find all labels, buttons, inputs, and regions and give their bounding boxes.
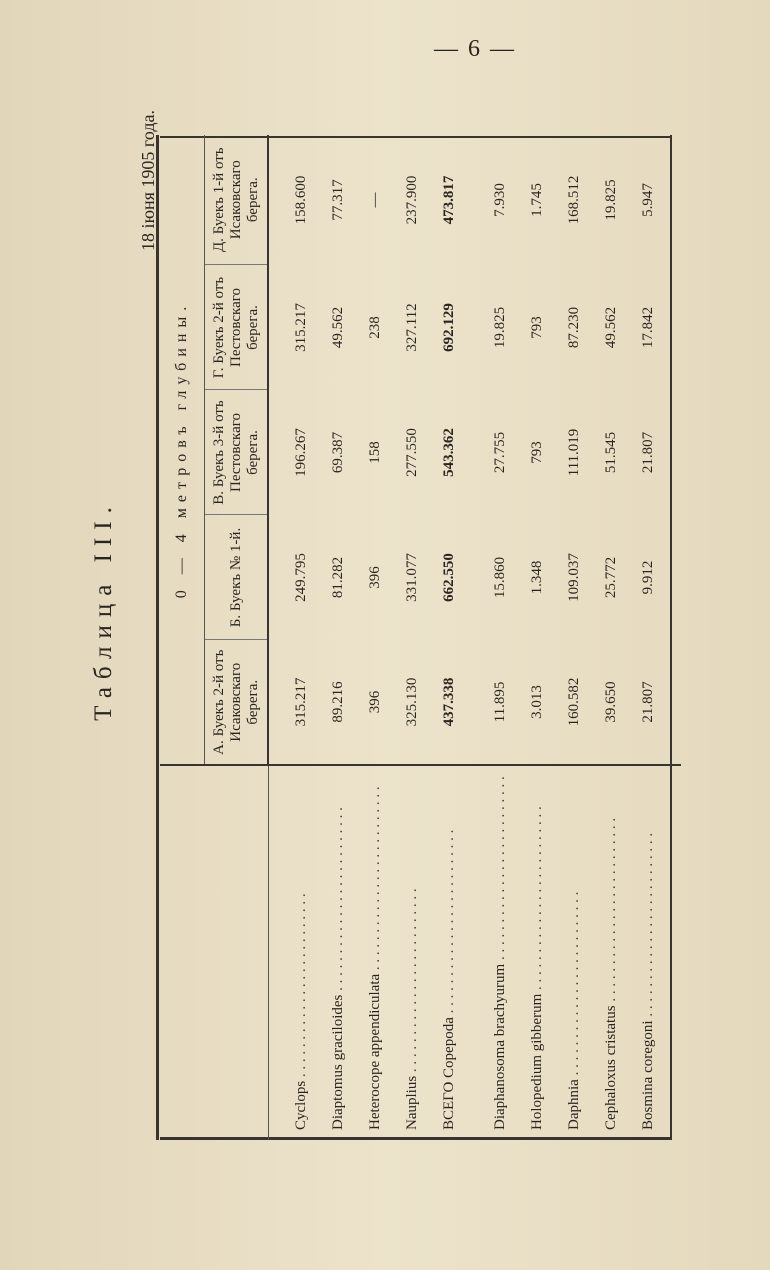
total-row	[431, 135, 468, 1140]
value-cell: 1.348	[529, 560, 545, 595]
value-cell: 109.037	[566, 553, 582, 602]
value-cell: 315.217	[293, 677, 309, 727]
value-cell: 111.019	[566, 428, 582, 477]
species-name: Daphnia . . . . . . . . . . . . . . . . . . . . . . . . .	[556, 765, 593, 1140]
species-name: ВСЕГО Copepoda . . . . . . . . . . . . . . . . . . . . . . . . .	[431, 765, 468, 1140]
leader-dots: . . . . . . . . . . . . . . . . . . . . . . . . .	[441, 829, 457, 1018]
page-number: — 6 —	[434, 36, 516, 62]
value-cell: 158.600	[293, 175, 309, 225]
species-name: Heterocope appendiculata . . . . . . . . . . . . . . . . . . . . . . . . .	[357, 765, 394, 1140]
value-cell: 327.112	[404, 303, 420, 352]
value-cell: 9.912	[640, 560, 656, 595]
rotated-table-sheet	[90, 110, 690, 1140]
value-cell: 158	[367, 441, 383, 464]
value-cell: 51.545	[603, 431, 619, 474]
table-row	[593, 135, 630, 1140]
plankton-table	[160, 135, 681, 1140]
species-name: Diaphanosoma brachyurum . . . . . . . . . . . . . . . . . . . . . . . . .	[482, 765, 519, 1140]
value-cell: 238	[367, 316, 383, 339]
table-title: Таблица III.	[90, 499, 117, 721]
column-header-a: А. Буекъ 2-й отъ Исаковскаго берега.	[205, 640, 269, 765]
value-cell: 21.807	[640, 431, 656, 474]
value-cell: 168.512	[566, 175, 582, 225]
value-cell: 160.582	[566, 677, 582, 727]
value-cell: 1.745	[529, 183, 545, 217]
species-name: Diaptomus graciloides . . . . . . . . . . . . . . . . . . . . . . . . .	[320, 765, 357, 1140]
species-name: Nauplius . . . . . . . . . . . . . . . . . . . . . . . . .	[394, 765, 431, 1140]
table-row	[519, 135, 556, 1140]
value-cell: 21.807	[640, 681, 656, 723]
table-row	[283, 135, 320, 1140]
table-date: 18 іюня 1905 года.	[138, 110, 158, 251]
value-cell: 331.077	[404, 553, 420, 602]
value-cell: 89.216	[330, 681, 346, 723]
total-cell: 662.550	[441, 553, 457, 602]
value-cell: 77.317	[330, 179, 346, 221]
value-cell: 15.860	[492, 556, 508, 599]
species-name: Cephaloxus cristatus . . . . . . . . . . . . . . . . . . . . . . . . .	[593, 765, 630, 1140]
value-cell: 3.013	[529, 685, 545, 719]
leader-dots: . . . . . . . . . . . . . . . . . . . . . . . . .	[640, 832, 656, 1021]
value-cell: 11.895	[492, 681, 508, 723]
table-row	[482, 135, 519, 1140]
total-cell: 473.817	[441, 175, 457, 225]
value-cell: 793	[529, 441, 545, 464]
table-row	[320, 135, 357, 1140]
depth-header: 0 — 4 метровъ глубины.	[160, 135, 205, 765]
value-cell: 7.930	[492, 183, 508, 217]
value-cell: 277.550	[404, 428, 420, 477]
table-row	[394, 135, 431, 1140]
leader-dots: . . . . . . . . . . . . . . . . . . . . . . . . .	[492, 776, 508, 964]
value-cell: —	[367, 192, 383, 208]
leader-dots: . . . . . . . . . . . . . . . . . . . . . . . . .	[404, 888, 420, 1076]
leader-dots: . . . . . . . . . . . . . . . . . . . . . . . . .	[330, 807, 346, 995]
value-cell: 793	[529, 316, 545, 339]
column-header-g: Г. Буекъ 2-й отъ Пестовскаго берега.	[205, 265, 269, 390]
leader-dots: . . . . . . . . . . . . . . . . . . . . . . . . .	[529, 806, 545, 994]
leader-dots: . . . . . . . . . . . . . . . . . . . . . . . . .	[603, 817, 619, 1006]
species-name: Bosmina coregoni . . . . . . . . . . . . . . . . . . . . . . . . .	[630, 765, 667, 1140]
value-cell: 19.825	[603, 179, 619, 221]
value-cell: 237.900	[404, 175, 420, 225]
value-cell: 325.130	[404, 677, 420, 727]
value-cell: 81.282	[330, 556, 346, 599]
total-cell: 692.129	[441, 303, 457, 352]
value-cell: 25.772	[603, 556, 619, 599]
value-cell: 396	[367, 690, 383, 714]
value-cell: 396	[367, 566, 383, 589]
leader-dots: . . . . . . . . . . . . . . . . . . . . . . . . .	[566, 891, 582, 1080]
species-name: Holopedium gibberum . . . . . . . . . . . . . . . . . . . . . . . . .	[519, 765, 556, 1140]
table-row	[357, 135, 394, 1140]
value-cell: 315.217	[293, 303, 309, 352]
value-cell: 49.562	[603, 306, 619, 349]
species-name: Cyclops . . . . . . . . . . . . . . . . . . . . . . . . .	[283, 765, 320, 1140]
column-header-v: В. Буекъ 3-й отъ Пестовскаго берега.	[205, 390, 269, 515]
value-cell: 49.562	[330, 306, 346, 349]
value-cell: 27.755	[492, 431, 508, 474]
value-cell: 19.825	[492, 306, 508, 349]
value-cell: 39.650	[603, 681, 619, 723]
value-cell: 5.947	[640, 183, 656, 217]
table-row	[556, 135, 593, 1140]
value-cell: 69.387	[330, 431, 346, 474]
value-cell: 196.267	[293, 428, 309, 477]
total-cell: 437.338	[441, 677, 457, 727]
column-header-d: Д. Буекъ 1-й отъ Исаковскаго берега.	[205, 135, 269, 265]
leader-dots: . . . . . . . . . . . . . . . . . . . . . . . . .	[367, 786, 383, 974]
value-cell: 87.230	[566, 306, 582, 349]
table-row	[630, 135, 667, 1140]
species-header-cell	[160, 765, 268, 1140]
value-cell: 249.795	[293, 553, 309, 602]
top-rule	[156, 135, 159, 1140]
column-header-b: Б. Буекъ № 1-й.	[205, 515, 269, 640]
leader-dots: . . . . . . . . . . . . . . . . . . . . . . . . .	[293, 893, 309, 1081]
total-cell: 543.362	[441, 428, 457, 477]
value-cell: 17.842	[640, 306, 656, 349]
